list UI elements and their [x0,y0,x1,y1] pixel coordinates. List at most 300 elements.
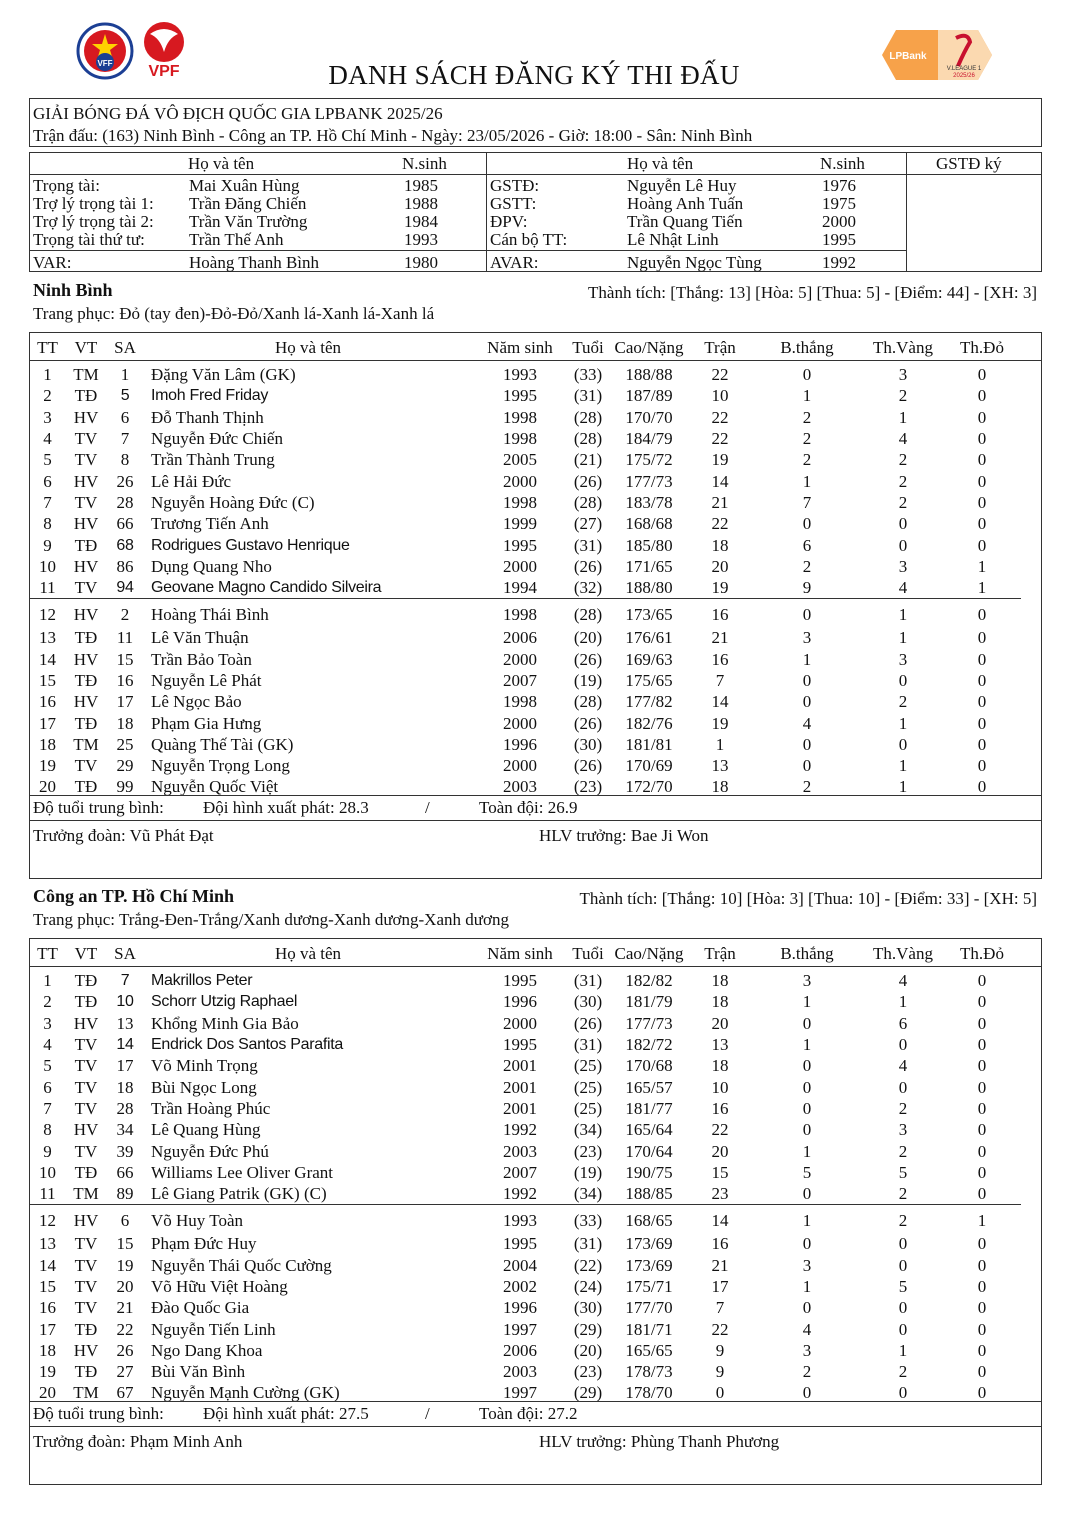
col-goals: 1 [802,386,812,406]
player-row [30,513,1021,534]
col-shirt: 1 [120,365,130,385]
col-name: Nguyễn Đức Chiến [151,429,283,449]
col-goals: 4 [802,1319,812,1339]
col-matches: 13 [711,756,729,776]
col-goals: 3 [802,971,812,991]
col-birth-year: 2000 [503,713,537,733]
col-position: TĐ [74,671,98,690]
col-position: TĐ [74,386,98,406]
col-position: TV [74,1298,98,1318]
col-tt: 14 [39,649,56,669]
col-position: HV [73,692,99,712]
col-birth-year: 2006 [503,628,537,648]
col-name: Endrick Dos Santos Parafita [151,1036,343,1054]
col-age: (25) [573,1077,603,1097]
roster-header-row [30,940,1021,966]
col-birth-year: 2000 [503,649,537,669]
col-height-weight: 177/73 [625,471,673,491]
player-row [30,1055,1021,1076]
col-yellow: 2 [863,1205,943,1234]
col-red: 0 [977,1298,987,1318]
col-birth-year: 1992 [503,1120,537,1140]
col-shirt: 34 [116,1120,134,1140]
col-yellow: 0 [898,734,908,754]
col-matches: 9 [715,1362,725,1382]
col-matches: 13 [711,1035,729,1055]
player-row [30,1183,1021,1205]
official-role: GSTĐ: [490,176,540,195]
col-shirt: 16 [116,671,134,690]
col-height-weight: 188/80 [625,578,673,598]
col-birth-year: 1993 [473,1205,567,1234]
col-name: Nguyễn Mạnh Cường (GK) [151,1383,340,1403]
col-age: (31) [573,1234,603,1254]
col-yellow: 6 [898,1013,908,1033]
col-yellow: 0 [898,1298,908,1318]
official-name: Trần Quang Tiến [627,212,743,231]
col-position: HV [73,1120,99,1140]
col-tt: 11 [39,578,56,598]
col-red-header: Th.Đỏ [960,337,1004,357]
col-red: 0 [977,649,987,669]
col-name: Đỗ Thanh Thịnh [151,407,264,427]
col-position: HV [73,1013,99,1033]
col-shirt: 67 [116,1383,134,1403]
col-position: TV [74,1277,98,1296]
col-name: Hoàng Thái Bình [143,599,473,628]
col-birth-year: 2000 [503,1013,537,1033]
col-tt: 18 [39,1340,56,1360]
col-shirt: 17 [116,1056,134,1076]
col-position: TĐ [74,535,98,555]
col-tt: 1 [43,971,52,991]
player-row [30,385,1021,406]
col-shirt-header: SA [114,337,136,357]
official-name: Mai Xuân Hùng [189,176,300,195]
col-birth-year: 1992 [503,1184,537,1204]
col-red: 0 [977,1098,987,1118]
col-shirt: 22 [116,1319,134,1339]
col-name: Lê Quang Hùng [151,1120,261,1140]
player-row [30,1076,1021,1097]
official-role: Trợ lý trọng tài 2: [33,212,154,231]
col-yellow: 2 [898,386,908,406]
col-tt: 14 [39,1255,56,1275]
col-age: (25) [573,1056,603,1076]
col-matches: 20 [711,1013,729,1033]
col-matches: 17 [711,1277,729,1296]
player-row [30,1297,1021,1318]
col-matches: 1 [715,734,725,754]
divider [29,795,1042,796]
col-birth-year: 1999 [503,514,537,534]
col-matches: 21 [711,628,729,648]
col-red: 0 [977,777,987,797]
col-tt: 7 [43,1098,52,1118]
col-red: 0 [977,1120,987,1140]
officials-header-year: N.sinh [402,154,447,173]
col-height-weight: 181/79 [625,992,673,1012]
col-yellow: 1 [898,777,908,797]
col-position: TĐ [74,1319,98,1339]
col-tt: 8 [43,1120,52,1140]
col-red: 0 [977,450,987,470]
col-goals: 1 [802,992,812,1012]
var-role: VAR: [33,253,72,272]
col-yellow: 1 [863,599,943,628]
col-birth-year: 1995 [503,535,537,555]
col-red: 0 [977,671,987,690]
col-height-weight: 173/65 [609,599,689,628]
col-name: Trần Bảo Toàn [151,649,252,669]
col-yellow: 4 [898,1056,908,1076]
col-shirt: 18 [116,1077,134,1097]
col-red: 1 [943,1205,1021,1234]
col-shirt: 14 [116,1036,134,1054]
team-record: Thành tích: [Thắng: 13] [Hòa: 5] [Thua: 5] - [Điểm: 44] - [XH: 3] [588,283,1037,302]
avg-age-separator: / [425,798,430,817]
col-birth-year: 1998 [503,492,537,512]
official-name: Hoàng Anh Tuấn [627,194,744,213]
col-red: 0 [977,1255,987,1275]
col-age: (28) [567,599,609,628]
player-row [30,966,1021,991]
col-birth-year: 1997 [503,1319,537,1339]
col-yellow: 4 [898,578,908,598]
col-position: TV [74,429,98,449]
col-matches: 16 [689,599,751,628]
col-age: (22) [573,1255,603,1275]
col-yellow: 1 [898,1340,908,1360]
col-position: TV [74,578,98,598]
col-matches: 16 [711,1234,729,1254]
player-row [30,360,1021,385]
col-age: (30) [573,734,603,754]
col-goals: 3 [802,1340,812,1360]
col-birth-year: 1998 [473,599,567,628]
col-yellow: 3 [898,649,908,669]
col-goals: 2 [802,450,812,470]
col-birth-year: 1998 [503,407,537,427]
col-tt: 16 [39,1298,56,1318]
col-name: Võ Huy Toàn [143,1205,473,1234]
col-name: Lê Hải Đức [151,471,232,491]
col-shirt: 6 [120,407,130,427]
col-birth-year: 2003 [503,777,537,797]
divider [29,1426,1042,1427]
col-height-weight: 165/65 [625,1340,673,1360]
col-red: 0 [977,471,987,491]
col-position: HV [73,556,99,576]
col-height-weight: 181/77 [625,1098,673,1118]
col-shirt: 26 [116,471,134,491]
col-shirt: 15 [116,649,134,669]
col-name: Rodrigues Gustavo Henrique [151,536,350,554]
col-position-header: VT [74,943,98,963]
col-yellow: 2 [898,492,908,512]
col-shirt: 5 [120,387,130,405]
col-position: HV [65,1205,107,1234]
player-row [30,712,1021,733]
col-red: 0 [977,692,987,712]
col-birth-year: 1997 [503,1383,537,1403]
player-row [30,1140,1021,1161]
col-red: 0 [977,1234,987,1254]
col-age: (33) [573,365,603,385]
team-manager: Trưởng đoàn: Vũ Phát Đạt [33,826,214,845]
col-age: (28) [573,429,603,449]
team-manager: Trưởng đoàn: Phạm Minh Anh [33,1432,243,1451]
col-height-weight: 170/69 [625,756,673,776]
col-age: (19) [573,1162,603,1182]
official-name: Trần Đăng Chiến [189,194,307,213]
col-age: (34) [573,1184,603,1204]
col-red: 0 [977,1013,987,1033]
col-position: TV [74,450,98,470]
col-tt: 19 [39,756,56,776]
team-name: Công an TP. Hồ Chí Minh [33,886,235,906]
col-shirt: 94 [116,579,134,597]
col-height-weight: 173/69 [625,1255,673,1275]
player-row [30,755,1021,776]
col-height-weight-header: Cao/Nặng [614,943,684,963]
col-goals: 1 [802,649,812,669]
official-role: ĐPV: [490,212,528,231]
player-row [30,649,1021,670]
official-role: Trợ lý trọng tài 1: [33,194,154,213]
col-red: 0 [977,1362,987,1382]
col-red: 0 [977,1319,987,1339]
col-age: (23) [573,1362,603,1382]
col-shirt-header: SA [114,943,136,963]
col-red: 0 [977,514,987,534]
col-name: Phạm Đức Huy [151,1234,257,1254]
col-birth-year-header: Năm sinh [487,337,553,357]
col-red: 0 [977,1184,987,1204]
col-birth-year: 2000 [503,556,537,576]
col-name: Khổng Minh Gia Bảo [151,1013,299,1033]
col-age: (25) [573,1098,603,1118]
col-goals: 3 [802,1255,812,1275]
col-height-weight: 173/69 [625,1234,673,1254]
col-yellow: 1 [898,407,908,427]
col-tt: 13 [39,1234,56,1254]
col-name: Williams Lee Oliver Grant [151,1162,334,1182]
col-matches: 22 [711,365,729,385]
col-name: Đào Quốc Gia [151,1298,250,1318]
col-name: Nguyễn Hoàng Đức (C) [151,492,315,512]
svg-text:LPBank: LPBank [889,51,927,62]
col-name: Trần Hoàng Phúc [151,1098,271,1118]
col-height-weight: 182/82 [625,971,673,991]
col-matches: 18 [711,1056,729,1076]
col-matches: 9 [715,1340,725,1360]
col-matches: 16 [711,649,729,669]
col-yellow: 0 [898,1255,908,1275]
head-coach: HLV trưởng: Bae Ji Won [539,826,709,845]
col-name: Võ Minh Trọng [151,1056,258,1076]
col-red: 1 [977,556,987,576]
col-red: 0 [977,535,987,555]
roster-table [30,940,1021,1404]
col-shirt: 99 [116,777,134,797]
col-tt: 10 [39,556,56,576]
col-goals: 2 [802,556,812,576]
col-shirt: 39 [116,1141,134,1161]
col-position: HV [73,649,99,669]
col-birth-year: 1995 [503,386,537,406]
col-tt: 6 [43,471,52,491]
player-row [30,1340,1021,1361]
col-tt: 10 [39,1162,56,1182]
col-red: 0 [943,599,1021,628]
col-position: HV [73,471,99,491]
col-matches: 7 [715,1298,725,1318]
col-position: TM [73,365,99,385]
col-tt: 2 [43,992,52,1012]
col-position: HV [65,599,107,628]
col-matches: 22 [711,429,729,449]
col-shirt: 10 [116,993,134,1011]
col-age: (31) [573,971,603,991]
col-tt: 13 [39,628,56,648]
avar-year: 1992 [822,253,856,272]
head-coach: HLV trưởng: Phùng Thanh Phương [539,1432,780,1451]
official-year: 1984 [404,212,438,231]
svg-text:2025/26: 2025/26 [953,73,975,79]
col-yellow: 0 [898,1383,908,1403]
col-name: Nguyễn Trọng Long [151,756,290,776]
col-tt-header: TT [37,943,58,963]
col-position: TM [73,1383,99,1403]
col-age: (31) [573,535,603,555]
col-goals: 0 [751,599,863,628]
player-row [30,1318,1021,1339]
player-row [30,991,1021,1012]
col-age: (19) [573,671,603,690]
col-position: TĐ [74,971,98,991]
col-position: TV [74,492,98,512]
col-shirt: 89 [116,1184,134,1204]
col-name: Nguyễn Đức Phú [151,1141,269,1161]
col-matches: 18 [711,971,729,991]
col-matches: 14 [689,1205,751,1234]
col-height-weight: 187/89 [625,386,673,406]
col-birth-year: 1995 [503,1035,537,1055]
col-height-weight: 188/85 [625,1184,673,1204]
col-matches: 23 [711,1184,729,1204]
roster-header-row [30,334,1021,360]
col-height-weight: 183/78 [625,492,673,512]
col-yellow: 0 [898,514,908,534]
col-height-weight: 165/64 [625,1120,673,1140]
svg-text:VFF: VFF [97,59,113,68]
avg-age-squad: Toàn đội: 26.9 [479,798,578,817]
col-goals: 1 [751,1205,863,1234]
col-height-weight: 165/57 [625,1077,673,1097]
col-red: 0 [977,992,987,1012]
col-matches: 19 [711,578,729,598]
col-red: 0 [977,365,987,385]
col-matches: 14 [711,692,729,712]
col-age: (26) [573,556,603,576]
avg-age-label: Độ tuổi trung bình: [33,798,164,817]
col-height-weight: 176/61 [625,628,673,648]
officials-header-year-right: N.sinh [820,154,865,173]
col-red: 0 [977,1162,987,1182]
col-red: 0 [977,386,987,406]
col-goals: 2 [802,777,812,797]
col-goals: 9 [802,578,812,598]
col-goals-header: B.thắng [780,337,834,357]
divider [29,1401,1042,1402]
col-goals: 2 [802,1362,812,1382]
col-name: Schorr Utzig Raphael [151,993,298,1011]
col-shirt: 2 [107,599,143,628]
col-birth-year: 1995 [503,1234,537,1254]
col-shirt: 6 [107,1205,143,1234]
col-age: (23) [573,1141,603,1161]
col-shirt: 66 [116,1162,134,1182]
col-shirt: 20 [116,1277,134,1296]
col-yellow: 0 [898,1234,908,1254]
col-birth-year: 2002 [503,1277,537,1296]
col-tt: 12 [30,1205,65,1234]
col-birth-year-header: Năm sinh [487,943,553,963]
col-age: (23) [573,777,603,797]
col-name: Nguyễn Quốc Việt [151,777,279,797]
col-goals: 6 [802,535,812,555]
col-birth-year: 2003 [503,1362,537,1382]
col-goals: 0 [802,1077,812,1097]
player-row [30,470,1021,491]
col-age: (33) [567,1205,609,1234]
col-name: Nguyễn Lê Phát [151,671,262,690]
col-goals: 4 [802,713,812,733]
col-birth-year: 2004 [503,1255,537,1275]
col-height-weight: 172/70 [625,777,673,797]
col-position: TĐ [74,713,98,733]
col-position: TV [74,756,98,776]
col-shirt: 66 [116,514,134,534]
col-red: 0 [977,734,987,754]
official-year: 1975 [822,194,856,213]
official-name: Nguyễn Lê Huy [627,176,737,195]
col-shirt: 17 [116,692,134,712]
col-goals: 1 [802,1277,812,1296]
col-birth-year: 2006 [503,1340,537,1360]
col-birth-year: 1998 [503,429,537,449]
col-matches: 10 [711,1077,729,1097]
col-birth-year: 2001 [503,1077,537,1097]
col-age: (28) [573,407,603,427]
col-tt: 11 [39,1184,56,1204]
col-height-weight: 177/82 [625,692,673,712]
col-goals: 5 [802,1162,812,1182]
col-shirt: 26 [116,1340,134,1360]
col-name: Đặng Văn Lâm (GK) [151,365,296,385]
col-matches: 10 [711,386,729,406]
col-shirt: 86 [116,556,134,576]
col-matches: 19 [711,713,729,733]
col-yellow: 1 [898,992,908,1012]
col-height-weight: 168/68 [625,514,673,534]
col-age: (30) [573,992,603,1012]
col-red: 0 [977,1277,987,1296]
col-matches: 22 [711,407,729,427]
col-position-header: VT [74,337,98,357]
col-birth-year: 2000 [503,471,537,491]
